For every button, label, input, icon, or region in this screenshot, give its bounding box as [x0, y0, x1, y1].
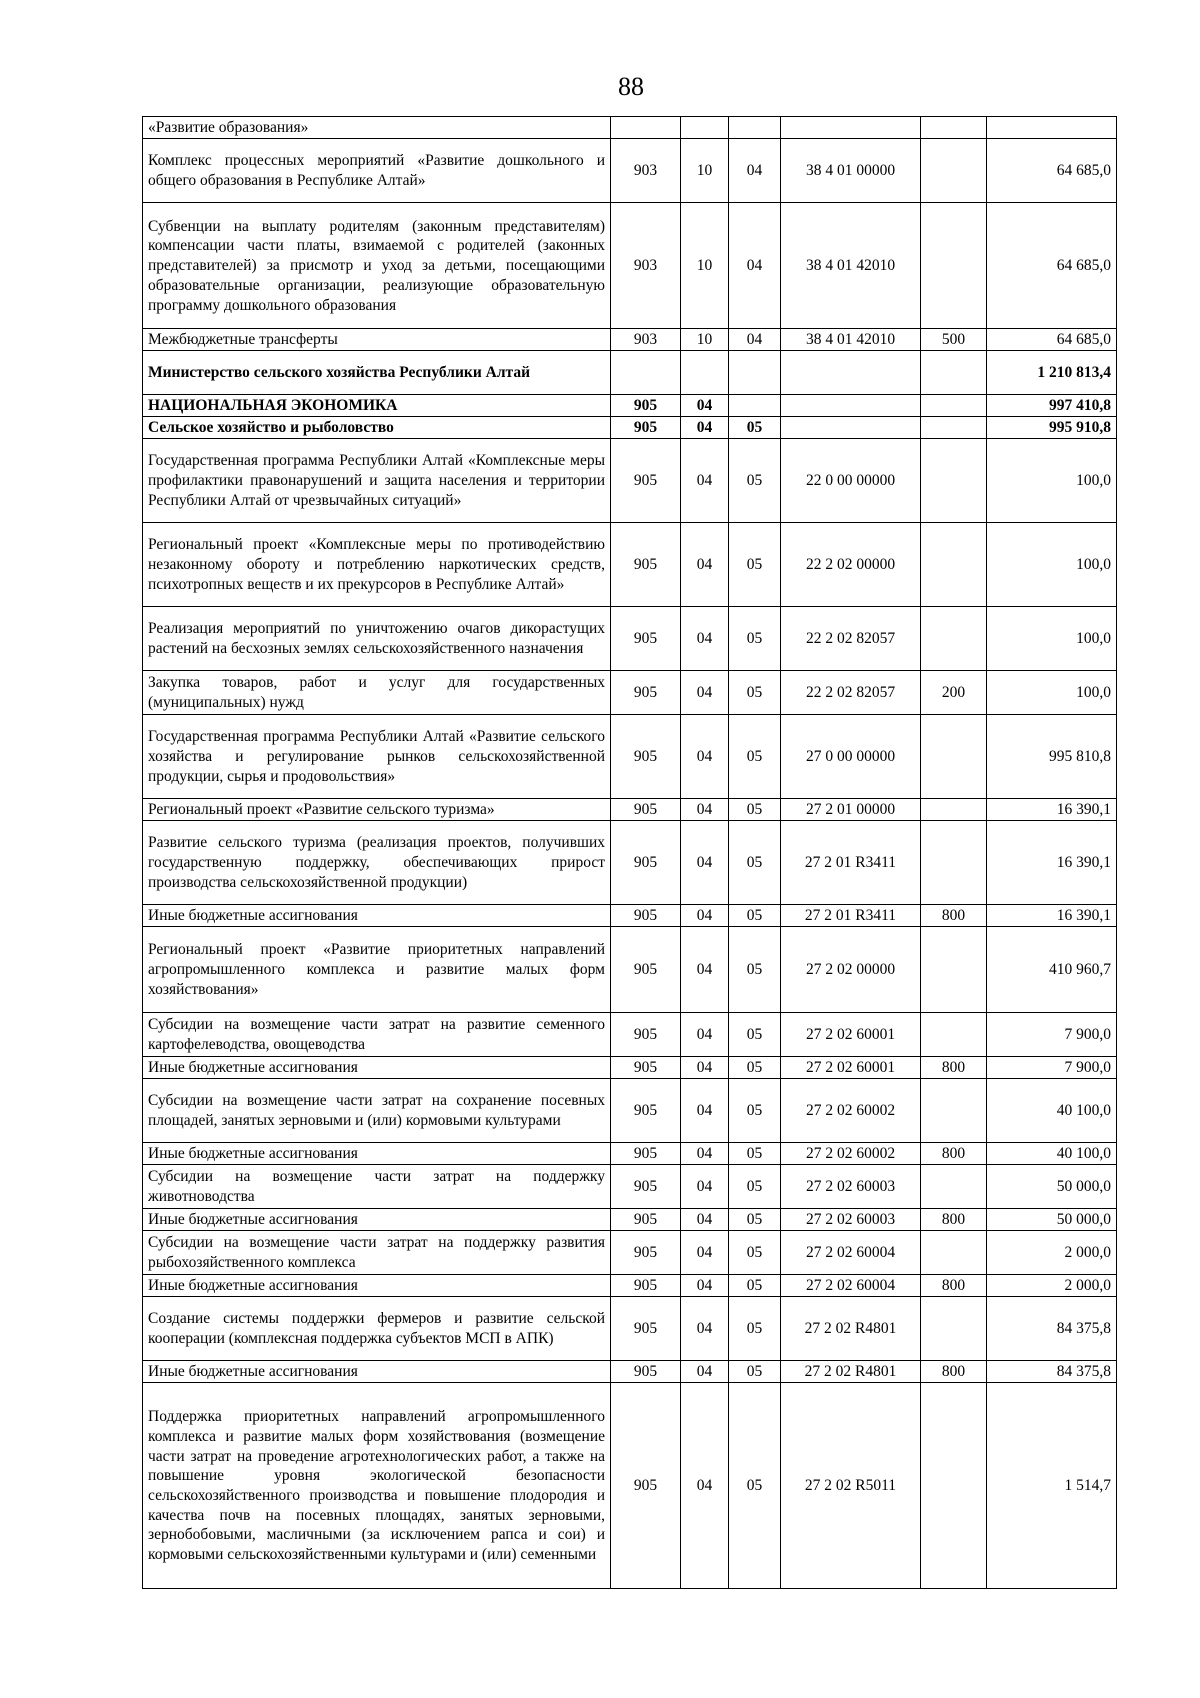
subsection-code-cell: 05 — [729, 1165, 781, 1209]
expense-type-cell — [921, 139, 987, 203]
row-name-cell: Иные бюджетные ассигнования — [143, 1275, 611, 1297]
section-code-cell: 04 — [681, 1143, 729, 1165]
row-name-cell: Поддержка приоритетных направлений агропромышленного комплекса и развитие малых форм хозяйствования (возмещение части затрат на проведение агротехнологических работ, а также на повышение уровня экологической безопасности сельскохозяйственного производства и повышение плодородия и качества почв на посевных площадях, занятых зерновыми, зернобобовыми, масличными (за исключением рапса и сои) и кормовыми сельскохозяйственными культурами и (или) семенными — [143, 1383, 611, 1589]
admin-code-cell: 905 — [611, 1165, 681, 1209]
row-name-cell: Государственная программа Республики Алтай «Комплексные меры профилактики правонарушений и защита населения и территории Республики Алтай от чрезвычайных ситуаций» — [143, 439, 611, 523]
expense-type-cell — [921, 417, 987, 439]
subsection-code-cell: 05 — [729, 523, 781, 607]
subsection-code-cell: 05 — [729, 607, 781, 671]
section-code-cell: 04 — [681, 439, 729, 523]
row-name-cell: Комплекс процессных мероприятий «Развитие дошкольного и общего образования в Республике Алтай» — [143, 139, 611, 203]
amount-cell: 84 375,8 — [987, 1361, 1117, 1383]
amount-cell: 50 000,0 — [987, 1209, 1117, 1231]
expense-type-cell — [921, 607, 987, 671]
amount-cell: 2 000,0 — [987, 1275, 1117, 1297]
subsection-code-cell: 05 — [729, 1057, 781, 1079]
admin-code-cell: 905 — [611, 671, 681, 715]
admin-code-cell — [611, 351, 681, 395]
subsection-code-cell — [729, 395, 781, 417]
admin-code-cell: 903 — [611, 203, 681, 329]
target-article-cell: 38 4 01 42010 — [781, 329, 921, 351]
amount-cell — [987, 117, 1117, 139]
section-code-cell: 04 — [681, 1057, 729, 1079]
section-code-cell: 04 — [681, 1013, 729, 1057]
table-row — [143, 523, 1117, 607]
table-row — [143, 1013, 1117, 1057]
target-article-cell: 27 2 01 00000 — [781, 799, 921, 821]
amount-cell: 16 390,1 — [987, 821, 1117, 905]
amount-cell: 40 100,0 — [987, 1079, 1117, 1143]
table-row — [143, 607, 1117, 671]
amount-cell: 100,0 — [987, 523, 1117, 607]
expense-type-cell — [921, 821, 987, 905]
admin-code-cell: 903 — [611, 139, 681, 203]
admin-code-cell: 905 — [611, 1143, 681, 1165]
section-code-cell — [681, 117, 729, 139]
target-article-cell: 22 0 00 00000 — [781, 439, 921, 523]
target-article-cell: 38 4 01 42010 — [781, 203, 921, 329]
table-row — [143, 1275, 1117, 1297]
section-code-cell: 10 — [681, 203, 729, 329]
amount-cell: 100,0 — [987, 607, 1117, 671]
target-article-cell: 27 2 02 R4801 — [781, 1361, 921, 1383]
admin-code-cell: 905 — [611, 927, 681, 1013]
expense-type-cell: 800 — [921, 1209, 987, 1231]
table-row — [143, 1057, 1117, 1079]
target-article-cell: 27 2 02 60002 — [781, 1143, 921, 1165]
amount-cell: 16 390,1 — [987, 905, 1117, 927]
section-code-cell: 04 — [681, 1361, 729, 1383]
subsection-code-cell: 05 — [729, 1297, 781, 1361]
expense-type-cell: 500 — [921, 329, 987, 351]
amount-cell: 995 910,8 — [987, 417, 1117, 439]
section-code-cell: 04 — [681, 1297, 729, 1361]
expense-type-cell: 200 — [921, 671, 987, 715]
target-article-cell: 27 2 01 R3411 — [781, 905, 921, 927]
subsection-code-cell: 05 — [729, 1079, 781, 1143]
row-name-cell: Сельское хозяйство и рыболовство — [143, 417, 611, 439]
expense-type-cell — [921, 1383, 987, 1589]
expense-type-cell: 800 — [921, 905, 987, 927]
target-article-cell: 27 2 02 60003 — [781, 1209, 921, 1231]
section-code-cell: 04 — [681, 607, 729, 671]
expense-type-cell — [921, 1231, 987, 1275]
target-article-cell: 38 4 01 00000 — [781, 139, 921, 203]
subsection-code-cell: 05 — [729, 1013, 781, 1057]
target-article-cell — [781, 117, 921, 139]
section-code-cell: 10 — [681, 329, 729, 351]
row-name-cell: Субсидии на возмещение части затрат на развитие семенного картофелеводства, овощеводства — [143, 1013, 611, 1057]
page-number: 88 — [618, 72, 644, 101]
amount-cell: 410 960,7 — [987, 927, 1117, 1013]
section-code-cell: 04 — [681, 1079, 729, 1143]
row-name-cell: НАЦИОНАЛЬНАЯ ЭКОНОМИКА — [143, 395, 611, 417]
subsection-code-cell: 05 — [729, 905, 781, 927]
admin-code-cell — [611, 117, 681, 139]
section-code-cell: 04 — [681, 1231, 729, 1275]
admin-code-cell: 905 — [611, 905, 681, 927]
expense-type-cell — [921, 203, 987, 329]
admin-code-cell: 905 — [611, 1079, 681, 1143]
section-code-cell: 04 — [681, 1383, 729, 1589]
admin-code-cell: 905 — [611, 1209, 681, 1231]
row-name-cell: Иные бюджетные ассигнования — [143, 1209, 611, 1231]
amount-cell: 64 685,0 — [987, 139, 1117, 203]
amount-cell: 16 390,1 — [987, 799, 1117, 821]
expense-type-cell — [921, 117, 987, 139]
amount-cell: 64 685,0 — [987, 203, 1117, 329]
section-code-cell: 04 — [681, 799, 729, 821]
section-code-cell: 04 — [681, 927, 729, 1013]
target-article-cell — [781, 417, 921, 439]
expense-type-cell — [921, 439, 987, 523]
table-row — [143, 927, 1117, 1013]
row-name-cell: Иные бюджетные ассигнования — [143, 1361, 611, 1383]
row-name-cell: Иные бюджетные ассигнования — [143, 1057, 611, 1079]
subsection-code-cell: 05 — [729, 821, 781, 905]
section-code-cell: 04 — [681, 417, 729, 439]
expense-type-cell: 800 — [921, 1275, 987, 1297]
expense-type-cell — [921, 1079, 987, 1143]
row-name-cell: Региональный проект «Развитие сельского туризма» — [143, 799, 611, 821]
row-name-cell: Региональный проект «Комплексные меры по противодействию незаконному обороту и потреблению наркотических средств, психотропных веществ и их прекурсоров в Республике Алтай» — [143, 523, 611, 607]
admin-code-cell: 905 — [611, 1013, 681, 1057]
row-name-cell: Закупка товаров, работ и услуг для государственных (муниципальных) нужд — [143, 671, 611, 715]
table-row — [143, 1383, 1117, 1589]
subsection-code-cell: 04 — [729, 203, 781, 329]
section-code-cell: 04 — [681, 1275, 729, 1297]
admin-code-cell: 905 — [611, 607, 681, 671]
admin-code-cell: 905 — [611, 715, 681, 799]
table-row — [143, 799, 1117, 821]
amount-cell: 1 210 813,4 — [987, 351, 1117, 395]
row-name-cell: Создание системы поддержки фермеров и развитие сельской кооперации (комплексная поддержка субъектов МСП в АПК) — [143, 1297, 611, 1361]
section-code-cell: 04 — [681, 821, 729, 905]
section-code-cell: 04 — [681, 715, 729, 799]
row-name-cell: Субсидии на возмещение части затрат на поддержку животноводства — [143, 1165, 611, 1209]
section-code-cell: 10 — [681, 139, 729, 203]
subsection-code-cell: 05 — [729, 417, 781, 439]
subsection-code-cell: 05 — [729, 1231, 781, 1275]
amount-cell: 997 410,8 — [987, 395, 1117, 417]
row-name-cell: Министерство сельского хозяйства Республики Алтай — [143, 351, 611, 395]
expense-type-cell — [921, 351, 987, 395]
expense-type-cell — [921, 395, 987, 417]
table-row — [143, 1143, 1117, 1165]
subsection-code-cell: 05 — [729, 927, 781, 1013]
section-code-cell — [681, 351, 729, 395]
section-code-cell: 04 — [681, 671, 729, 715]
section-code-cell: 04 — [681, 905, 729, 927]
target-article-cell: 22 2 02 00000 — [781, 523, 921, 607]
expense-type-cell — [921, 799, 987, 821]
table-row — [143, 905, 1117, 927]
table-row — [143, 417, 1117, 439]
table-row — [143, 821, 1117, 905]
subsection-code-cell: 05 — [729, 671, 781, 715]
admin-code-cell: 905 — [611, 1383, 681, 1589]
expense-type-cell — [921, 523, 987, 607]
table-row — [143, 439, 1117, 523]
target-article-cell: 27 2 02 60003 — [781, 1165, 921, 1209]
target-article-cell: 22 2 02 82057 — [781, 607, 921, 671]
admin-code-cell: 905 — [611, 1361, 681, 1383]
table-row — [143, 1231, 1117, 1275]
target-article-cell — [781, 351, 921, 395]
expense-type-cell — [921, 1013, 987, 1057]
subsection-code-cell: 05 — [729, 1209, 781, 1231]
table-row — [143, 329, 1117, 351]
expense-type-cell — [921, 1297, 987, 1361]
subsection-code-cell: 04 — [729, 329, 781, 351]
table-row — [143, 351, 1117, 395]
admin-code-cell: 903 — [611, 329, 681, 351]
admin-code-cell: 905 — [611, 523, 681, 607]
admin-code-cell: 905 — [611, 1275, 681, 1297]
row-name-cell: Иные бюджетные ассигнования — [143, 1143, 611, 1165]
expense-type-cell — [921, 1165, 987, 1209]
table-row — [143, 117, 1117, 139]
table-row — [143, 671, 1117, 715]
section-code-cell: 04 — [681, 1209, 729, 1231]
expense-type-cell: 800 — [921, 1143, 987, 1165]
target-article-cell: 22 2 02 82057 — [781, 671, 921, 715]
admin-code-cell: 905 — [611, 1297, 681, 1361]
target-article-cell — [781, 395, 921, 417]
amount-cell: 7 900,0 — [987, 1057, 1117, 1079]
table-row — [143, 203, 1117, 329]
row-name-cell: Межбюджетные трансферты — [143, 329, 611, 351]
amount-cell: 1 514,7 — [987, 1383, 1117, 1589]
target-article-cell: 27 2 01 R3411 — [781, 821, 921, 905]
subsection-code-cell — [729, 117, 781, 139]
amount-cell: 995 810,8 — [987, 715, 1117, 799]
table-row — [143, 1297, 1117, 1361]
admin-code-cell: 905 — [611, 1057, 681, 1079]
amount-cell: 84 375,8 — [987, 1297, 1117, 1361]
admin-code-cell: 905 — [611, 1231, 681, 1275]
section-code-cell: 04 — [681, 1165, 729, 1209]
admin-code-cell: 905 — [611, 395, 681, 417]
admin-code-cell: 905 — [611, 439, 681, 523]
amount-cell: 7 900,0 — [987, 1013, 1117, 1057]
row-name-cell: Реализация мероприятий по уничтожению очагов дикорастущих растений на бесхозных землях сельскохозяйственного назначения — [143, 607, 611, 671]
row-name-cell: Субсидии на возмещение части затрат на сохранение посевных площадей, занятых зерновыми и (или) кормовыми культурами — [143, 1079, 611, 1143]
target-article-cell: 27 2 02 R4801 — [781, 1297, 921, 1361]
subsection-code-cell: 05 — [729, 799, 781, 821]
table-row — [143, 1165, 1117, 1209]
section-code-cell: 04 — [681, 523, 729, 607]
amount-cell: 2 000,0 — [987, 1231, 1117, 1275]
subsection-code-cell: 04 — [729, 139, 781, 203]
target-article-cell: 27 2 02 60001 — [781, 1013, 921, 1057]
admin-code-cell: 905 — [611, 821, 681, 905]
expense-type-cell: 800 — [921, 1057, 987, 1079]
budget-table — [142, 116, 1117, 1589]
table-row — [143, 715, 1117, 799]
subsection-code-cell: 05 — [729, 1275, 781, 1297]
amount-cell: 40 100,0 — [987, 1143, 1117, 1165]
expense-type-cell — [921, 927, 987, 1013]
row-name-cell: Региональный проект «Развитие приоритетных направлений агропромышленного комплекса и развитие малых форм хозяйствования» — [143, 927, 611, 1013]
subsection-code-cell: 05 — [729, 715, 781, 799]
target-article-cell: 27 2 02 60004 — [781, 1275, 921, 1297]
admin-code-cell: 905 — [611, 799, 681, 821]
table-body — [143, 117, 1117, 1589]
expense-type-cell: 800 — [921, 1361, 987, 1383]
target-article-cell: 27 2 02 60002 — [781, 1079, 921, 1143]
table-row — [143, 1209, 1117, 1231]
table-row — [143, 1079, 1117, 1143]
row-name-cell: «Развитие образования» — [143, 117, 611, 139]
amount-cell: 50 000,0 — [987, 1165, 1117, 1209]
table-row — [143, 1361, 1117, 1383]
admin-code-cell: 905 — [611, 417, 681, 439]
row-name-cell: Иные бюджетные ассигнования — [143, 905, 611, 927]
section-code-cell: 04 — [681, 395, 729, 417]
row-name-cell: Развитие сельского туризма (реализация проектов, получивших государственную поддержку, обеспечивающих прирост производства сельскохозяйственной продукции) — [143, 821, 611, 905]
expense-type-cell — [921, 715, 987, 799]
subsection-code-cell: 05 — [729, 1143, 781, 1165]
amount-cell: 100,0 — [987, 439, 1117, 523]
table-row — [143, 139, 1117, 203]
target-article-cell: 27 2 02 60001 — [781, 1057, 921, 1079]
subsection-code-cell: 05 — [729, 1383, 781, 1589]
table-row — [143, 395, 1117, 417]
row-name-cell: Субсидии на возмещение части затрат на поддержку развития рыбохозяйственного комплекса — [143, 1231, 611, 1275]
target-article-cell: 27 0 00 00000 — [781, 715, 921, 799]
subsection-code-cell: 05 — [729, 439, 781, 523]
target-article-cell: 27 2 02 00000 — [781, 927, 921, 1013]
target-article-cell: 27 2 02 60004 — [781, 1231, 921, 1275]
row-name-cell: Государственная программа Республики Алтай «Развитие сельского хозяйства и регулирование рынков сельскохозяйственной продукции, сырья и продовольствия» — [143, 715, 611, 799]
row-name-cell: Субвенции на выплату родителям (законным представителям) компенсации части платы, взимаемой с родителей (законных представителей) за присмотр и уход за детьми, посещающими образовательные организации, реализующие образовательную программу дошкольного образования — [143, 203, 611, 329]
amount-cell: 100,0 — [987, 671, 1117, 715]
target-article-cell: 27 2 02 R5011 — [781, 1383, 921, 1589]
amount-cell: 64 685,0 — [987, 329, 1117, 351]
subsection-code-cell — [729, 351, 781, 395]
subsection-code-cell: 05 — [729, 1361, 781, 1383]
